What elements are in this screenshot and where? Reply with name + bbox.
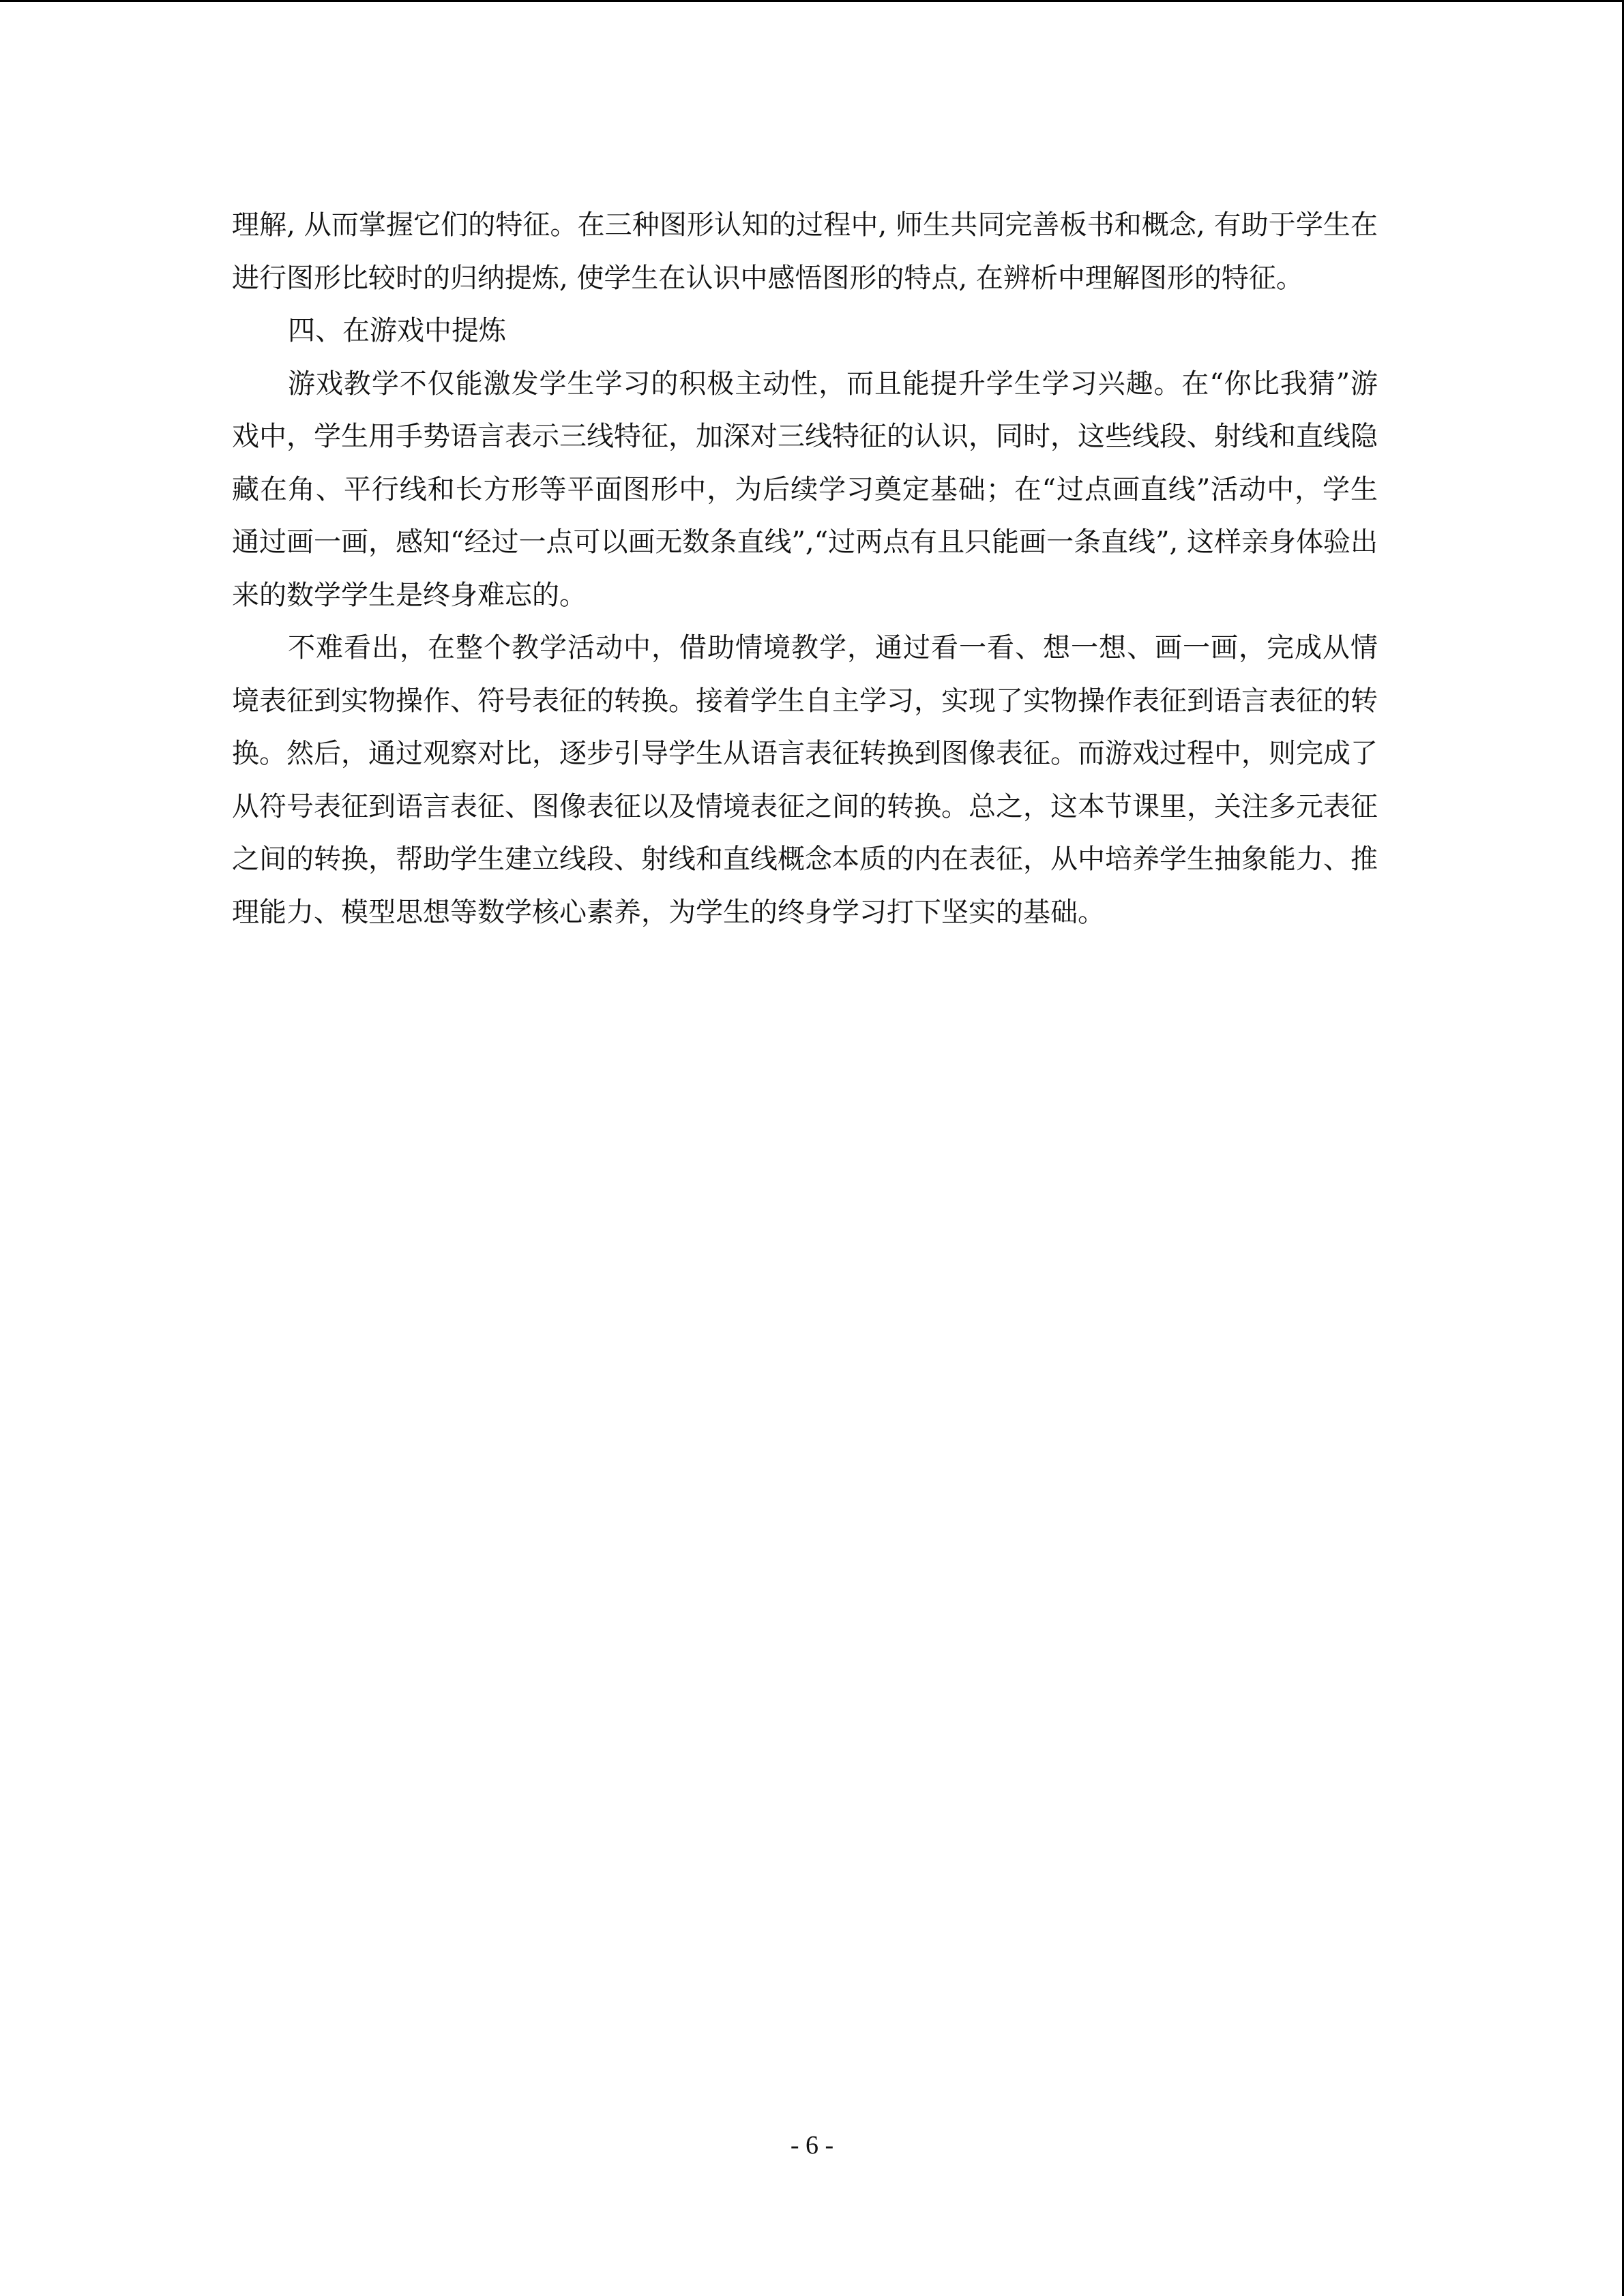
paragraph-game-teaching: 游戏教学不仅能激发学生学习的积极主动性，而且能提升学生学习兴趣。在“你比我猜”游戏中，学生用手势语言表示三线特征，加深对三线特征的认识，同时，这些线段、射线和直线隐藏在角、平行线和长方形等平面图形中，为后续学习奠定基础；在“过点画直线”活动中，学生通过画一画，感知“经过一点可以画无数条直线”,“过两点有且只能画一条直线”, 这样亲身体验出来的数学学生是终身难忘的。 [232, 368, 1378, 611]
body-text [232, 199, 1378, 939]
top-border-line [0, 0, 1624, 2]
paragraph-summary: 不难看出，在整个教学活动中，借助情境教学，通过看一看、想一想、画一画，完成从情境表征到实物操作、符号表征的转换。接着学生自主学习，实现了实物操作表征到语言表征的转换。然后，通过观察对比，逐步引导学生从语言表征转换到图像表征。而游戏过程中，则完成了从符号表征到语言表征、图像表征以及情境表征之间的转换。总之，这本节课里，关注多元表征之间的转换，帮助学生建立线段、射线和直线概念本质的内在表征，从中培养学生抽象能力、推理能力、模型思想等数学核心素养，为学生的终身学习打下坚实的基础。 [232, 632, 1378, 928]
page-number: - 6 - [790, 2131, 834, 2160]
section-heading: 四、在游戏中提炼 [288, 315, 506, 346]
paragraph-continuation: 理解, 从而掌握它们的特征。在三种图形认知的过程中, 师生共同完善板书和概念, 有助于学生在进行图形比较时的归纳提炼, 使学生在认识中感悟图形的特点, 在辨析中理解图形的特征。 [232, 209, 1378, 294]
